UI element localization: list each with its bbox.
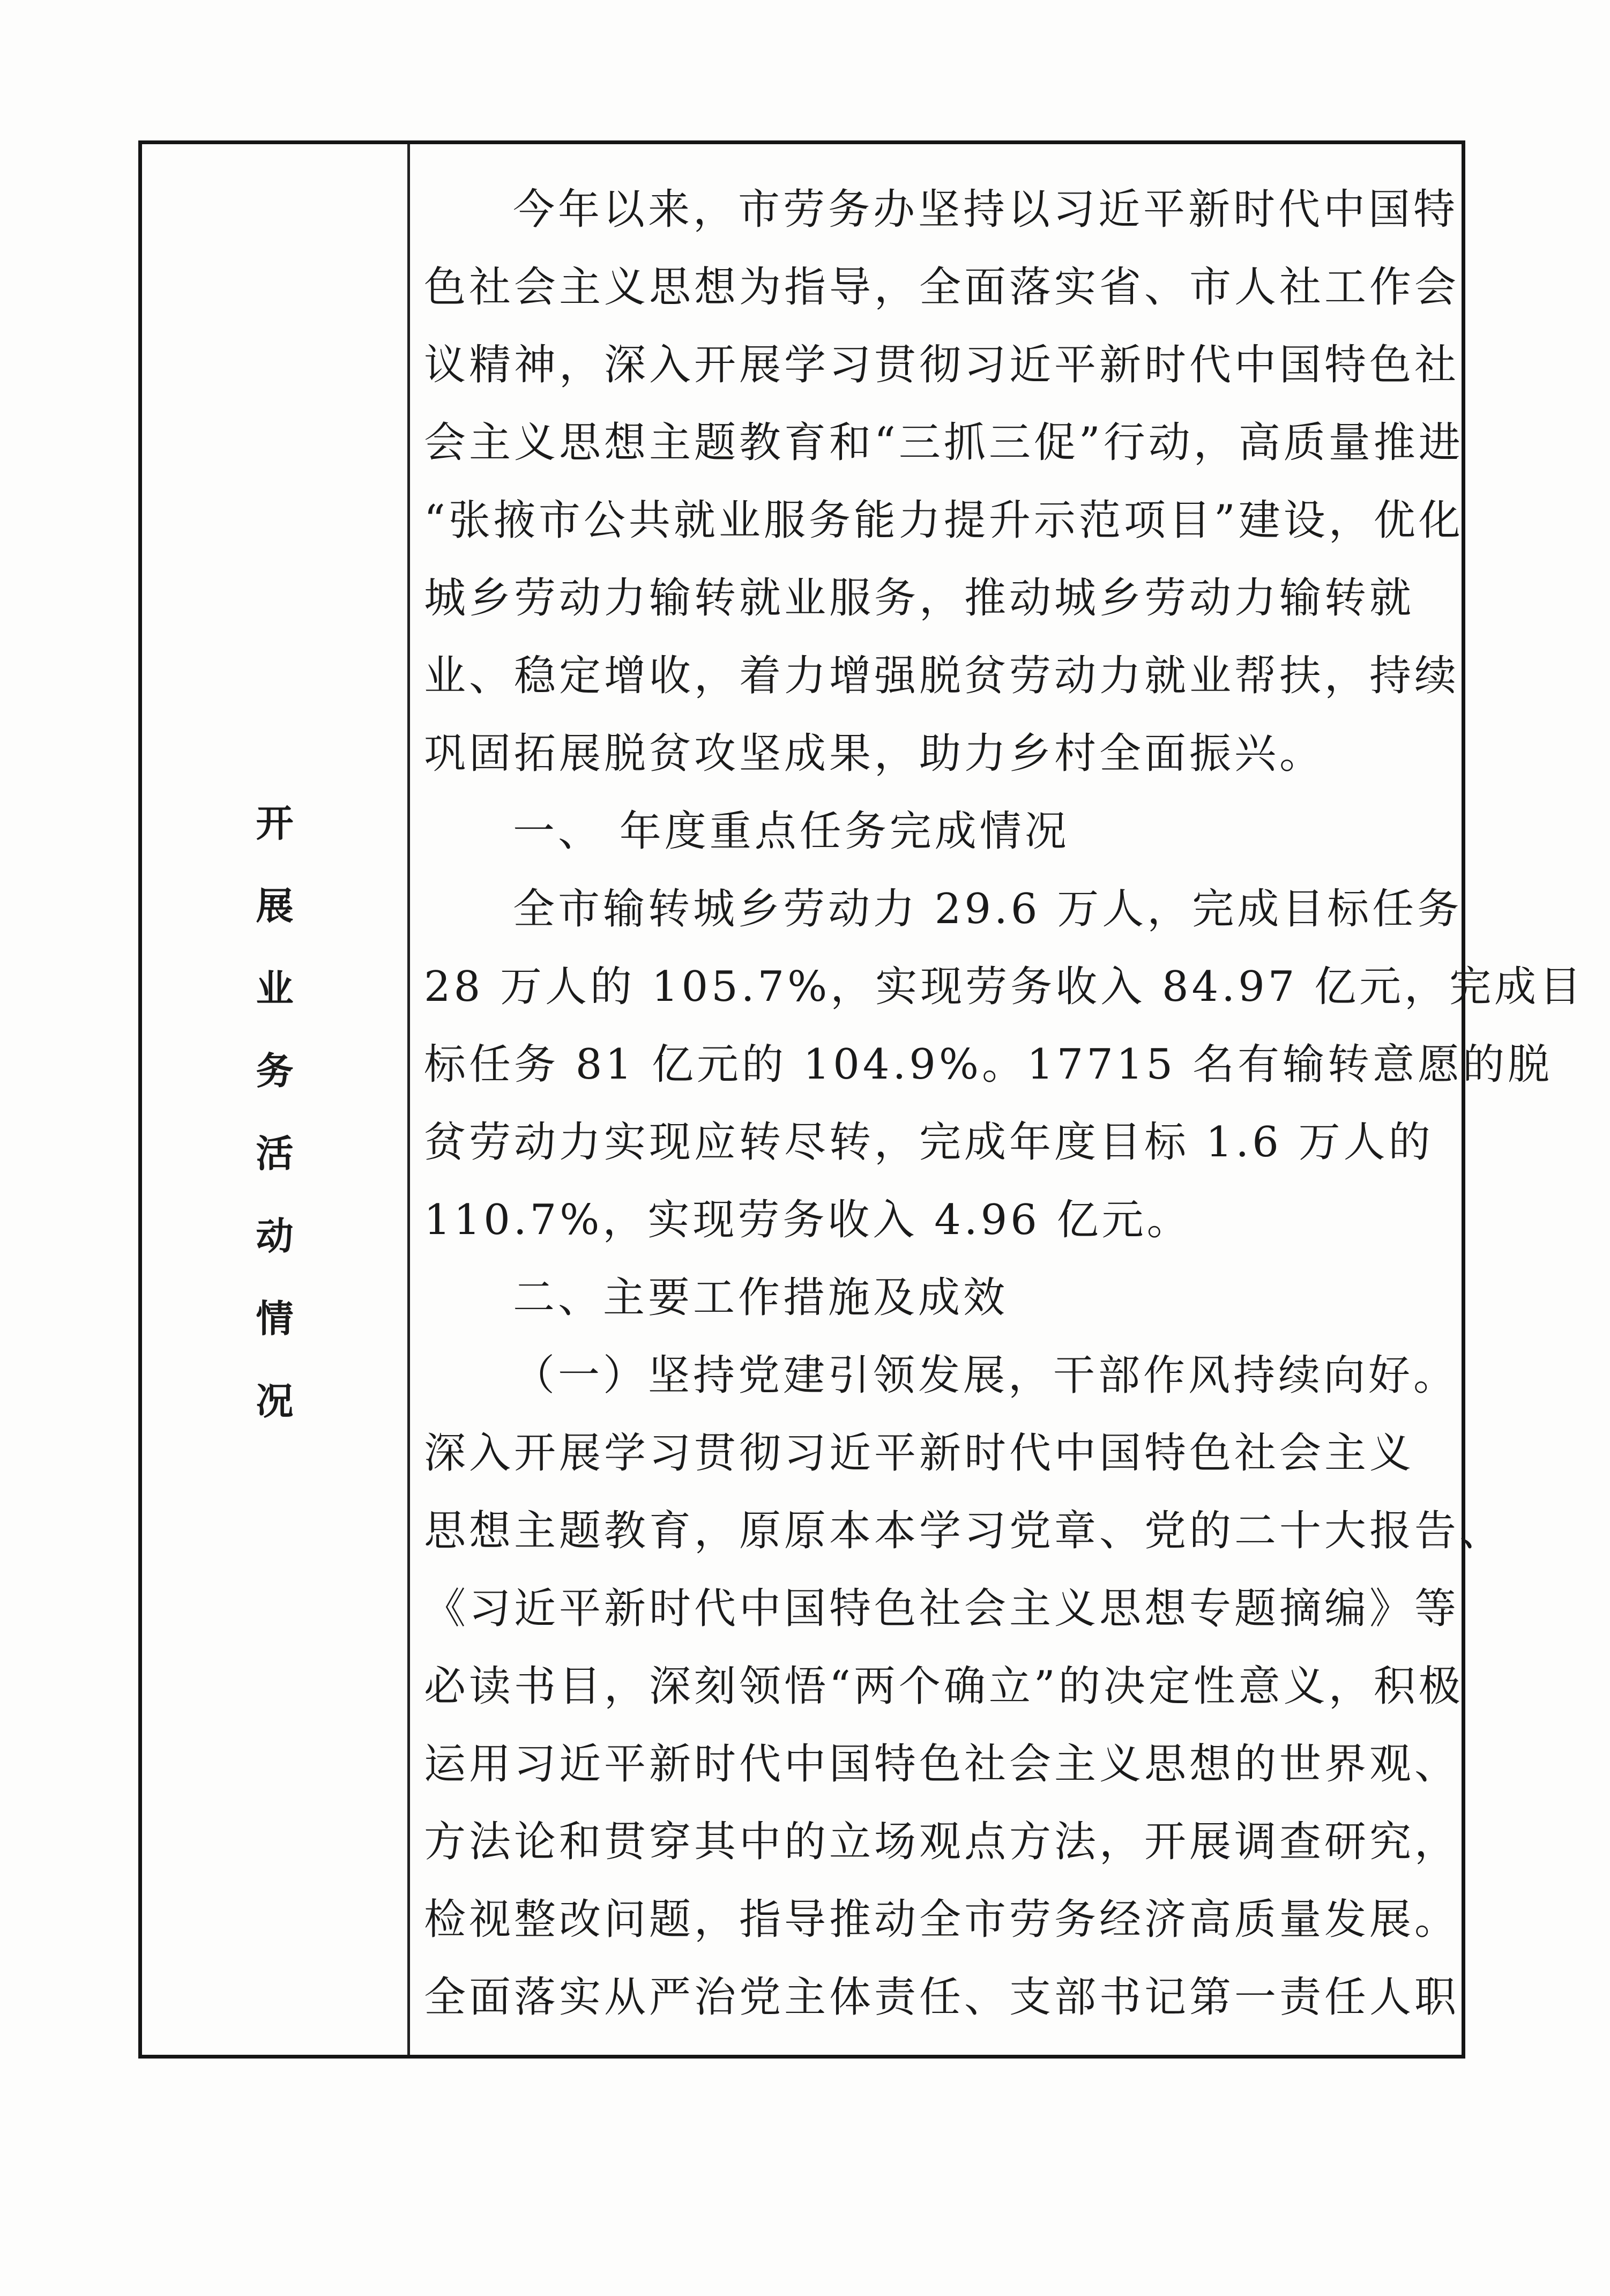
- text-line: 方法论和贯穿其中的立场观点方法，开展调查研究，: [424, 1818, 1460, 1866]
- content-column: [410, 144, 1585, 2055]
- section-heading: 一、 年度重点任务完成情况: [513, 807, 1070, 856]
- text-line: 巩固拓展脱贫攻坚成果，助力乡村全面振兴。: [424, 730, 1325, 778]
- text-line: 检视整改问题，指导推动全市劳务经济高质量发展。: [424, 1896, 1460, 1944]
- label-char: 展: [256, 883, 294, 928]
- label-char: 业: [256, 966, 294, 1010]
- text-line: 深入开展学习贯彻习近平新时代中国特色社会主义: [424, 1429, 1415, 1477]
- label-column: [142, 144, 410, 2055]
- text-line: 必读书目，深刻领悟“两个确立”的决定性意义，积极: [424, 1662, 1464, 1711]
- label-char: 活: [256, 1131, 294, 1176]
- section-label: [142, 782, 407, 1443]
- form-table: [138, 140, 1585, 2059]
- text-line: 28 万人的 105.7%，实现劳务收入 84.97 亿元，完成目: [424, 963, 1585, 1011]
- text-line: 全市输转城乡劳动力 29.6 万人，完成目标任务: [513, 885, 1463, 933]
- text-line: 思想主题教育，原原本本学习党章、党的二十大报告、: [424, 1507, 1505, 1555]
- text-line: 会主义思想主题教育和“三抓三促”行动，高质量推进: [424, 419, 1464, 467]
- label-char: 开: [256, 801, 294, 845]
- text-line: 城乡劳动力输转就业服务，推动城乡劳动力输转就: [424, 574, 1415, 622]
- text-line: 今年以来，市劳务办坚持以习近平新时代中国特: [513, 185, 1459, 234]
- text-line: “张掖市公共就业服务能力提升示范项目”建设，优化: [424, 496, 1464, 545]
- text-line: 议精神，深入开展学习贯彻习近平新时代中国特色社: [424, 341, 1460, 389]
- text-line: 运用习近平新时代中国特色社会主义思想的世界观、: [424, 1740, 1460, 1788]
- text-line: 110.7%，实现劳务收入 4.96 亿元。: [424, 1196, 1192, 1244]
- label-char: 情: [256, 1296, 294, 1341]
- text-line: 标任务 81 亿元的 104.9%。17715 名有输转意愿的脱: [424, 1041, 1553, 1089]
- text-line: 《习近平新时代中国特色社会主义思想专题摘编》等: [424, 1585, 1460, 1633]
- label-char: 务: [256, 1049, 294, 1093]
- label-char: 况: [256, 1379, 294, 1423]
- subsection-heading: （一）坚持党建引领发展，干部作风持续向好。: [513, 1351, 1459, 1400]
- text-line: 全面落实从严治党主体责任、支部书记第一责任人职: [424, 1973, 1460, 2022]
- text-line: 色社会主义思想为指导，全面落实省、市人社工作会: [424, 263, 1460, 311]
- label-char: 动: [256, 1214, 294, 1258]
- section-heading: 二、主要工作措施及成效: [513, 1274, 1009, 1322]
- text-line: 贫劳动力实现应转尽转，完成年度目标 1.6 万人的: [424, 1118, 1434, 1166]
- text-line: 业、稳定增收，着力增强脱贫劳动力就业帮扶，持续: [424, 652, 1460, 700]
